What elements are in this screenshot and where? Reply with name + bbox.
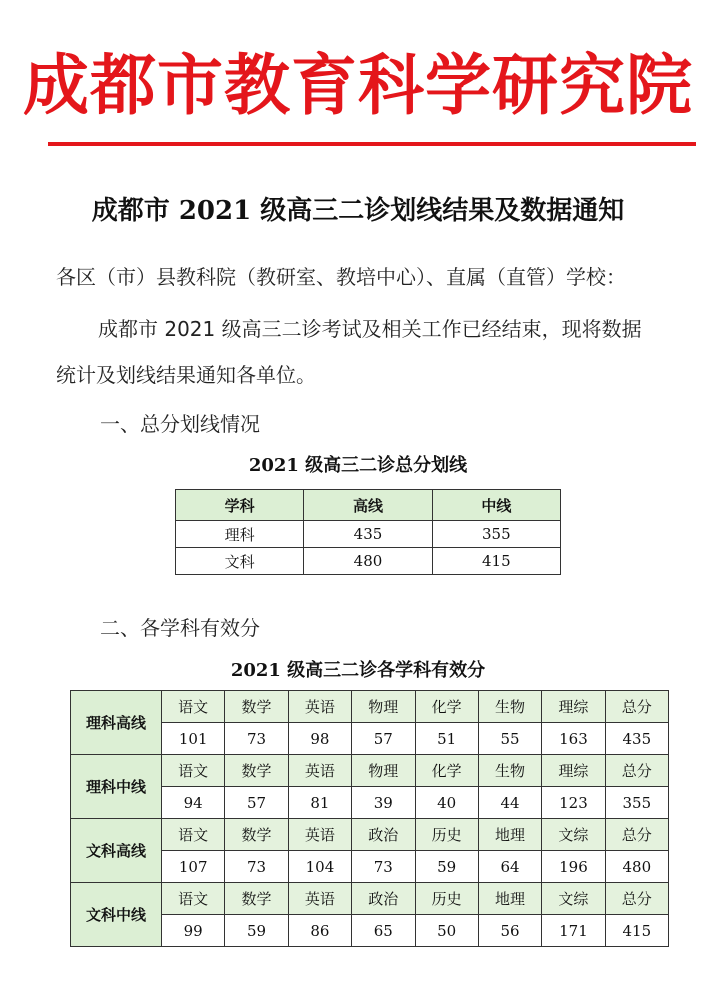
score-cell: 40 xyxy=(415,787,478,819)
score-cell: 171 xyxy=(542,915,605,947)
score-cell: 65 xyxy=(352,915,415,947)
score-cell: 51 xyxy=(415,723,478,755)
score-cell: 86 xyxy=(288,915,351,947)
score-cell: 55 xyxy=(478,723,541,755)
section-1-heading: 一、总分划线情况 xyxy=(100,412,260,436)
subject-row xyxy=(71,819,669,851)
subject-cell: 总分 xyxy=(605,755,668,787)
score-cell: 163 xyxy=(542,723,605,755)
subject-cell: 语文 xyxy=(162,819,225,851)
subject-cell: 语文 xyxy=(162,883,225,915)
subject-cell: 地理 xyxy=(478,883,541,915)
subject-cell: 文综 xyxy=(542,819,605,851)
cell-value: 355 xyxy=(432,521,560,548)
subject-cell: 语文 xyxy=(162,755,225,787)
score-cell: 98 xyxy=(288,723,351,755)
score-cell: 99 xyxy=(162,915,225,947)
score-cell: 355 xyxy=(605,787,668,819)
subject-cell: 语文 xyxy=(162,691,225,723)
subject-cell: 历史 xyxy=(415,883,478,915)
subject-cell: 化学 xyxy=(415,691,478,723)
score-cell: 59 xyxy=(415,851,478,883)
score-cell: 196 xyxy=(542,851,605,883)
body-line-2: 统计及划线结果通知各单位。 xyxy=(56,363,316,387)
score-cell: 73 xyxy=(352,851,415,883)
score-cell: 57 xyxy=(225,787,288,819)
score-cell: 73 xyxy=(225,723,288,755)
cell-value: 480 xyxy=(304,548,432,575)
subject-cell: 化学 xyxy=(415,755,478,787)
cell-value: 435 xyxy=(304,521,432,548)
score-cell: 415 xyxy=(605,915,668,947)
score-cell: 56 xyxy=(478,915,541,947)
score-cell: 59 xyxy=(225,915,288,947)
group-label: 理科高线 xyxy=(71,691,162,755)
score-cell: 480 xyxy=(605,851,668,883)
subject-cell: 政治 xyxy=(352,883,415,915)
institution-masthead: 成都市教育科学研究院 xyxy=(23,46,693,124)
subject-cell: 数学 xyxy=(225,755,288,787)
subject-cell: 理综 xyxy=(542,755,605,787)
subject-cell: 数学 xyxy=(225,819,288,851)
score-cell: 107 xyxy=(162,851,225,883)
group-label: 文科中线 xyxy=(71,883,162,947)
subject-cell: 生物 xyxy=(478,755,541,787)
row-label: 理科 xyxy=(176,521,304,548)
subject-score-table-title: 2021 级高三二诊各学科有效分 xyxy=(230,660,486,681)
score-cell: 39 xyxy=(352,787,415,819)
subject-cell: 总分 xyxy=(605,819,668,851)
score-cell: 435 xyxy=(605,723,668,755)
subject-row xyxy=(71,755,669,787)
score-cell: 50 xyxy=(415,915,478,947)
row-label: 文科 xyxy=(176,548,304,575)
subject-cell: 物理 xyxy=(352,691,415,723)
subject-cell: 总分 xyxy=(605,883,668,915)
subject-cell: 理综 xyxy=(542,691,605,723)
header-high-line: 高线 xyxy=(304,490,432,521)
table-row xyxy=(176,521,561,548)
subject-cell: 数学 xyxy=(225,883,288,915)
score-cell: 101 xyxy=(162,723,225,755)
group-label: 文科高线 xyxy=(71,819,162,883)
subject-cell: 英语 xyxy=(288,819,351,851)
subject-cell: 英语 xyxy=(288,691,351,723)
score-cell: 44 xyxy=(478,787,541,819)
subject-cell: 政治 xyxy=(352,819,415,851)
header-subject: 学科 xyxy=(176,490,304,521)
score-cell: 57 xyxy=(352,723,415,755)
score-cell: 81 xyxy=(288,787,351,819)
cell-value: 415 xyxy=(432,548,560,575)
subject-cell: 地理 xyxy=(478,819,541,851)
document-title: 成都市 2021 级高三二诊划线结果及数据通知 xyxy=(91,196,625,226)
table-header-row xyxy=(176,490,561,521)
header-mid-line: 中线 xyxy=(432,490,560,521)
subject-effective-score-table xyxy=(70,690,669,947)
score-cell: 64 xyxy=(478,851,541,883)
score-cell: 94 xyxy=(162,787,225,819)
salutation: 各区（市）县教科院（教研室、教培中心）、直属（直管）学校： xyxy=(56,265,626,289)
subject-cell: 总分 xyxy=(605,691,668,723)
subject-cell: 物理 xyxy=(352,755,415,787)
subject-row xyxy=(71,691,669,723)
table-row xyxy=(176,548,561,575)
score-cell: 123 xyxy=(542,787,605,819)
subject-cell: 数学 xyxy=(225,691,288,723)
subject-cell: 文综 xyxy=(542,883,605,915)
subject-cell: 英语 xyxy=(288,883,351,915)
section-2-heading: 二、各学科有效分 xyxy=(100,616,260,640)
subject-cell: 历史 xyxy=(415,819,478,851)
masthead-red-rule xyxy=(48,142,696,146)
group-label: 理科中线 xyxy=(71,755,162,819)
total-score-table-title: 2021 级高三二诊总分划线 xyxy=(248,455,468,476)
body-line-1: 成都市 2021 级高三二诊考试及相关工作已经结束，现将数据 xyxy=(98,317,642,341)
total-score-cutoff-table xyxy=(175,489,561,575)
subject-cell: 英语 xyxy=(288,755,351,787)
subject-row xyxy=(71,883,669,915)
score-cell: 73 xyxy=(225,851,288,883)
subject-cell: 生物 xyxy=(478,691,541,723)
score-cell: 104 xyxy=(288,851,351,883)
